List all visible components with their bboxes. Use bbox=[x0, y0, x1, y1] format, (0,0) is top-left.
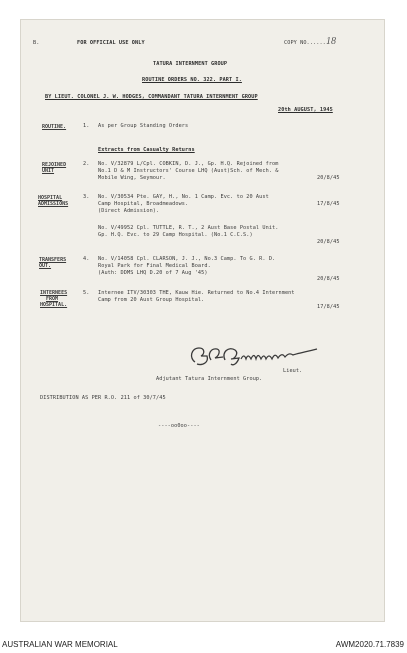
footer-institution: AUSTRALIAN WAR MEMORIAL bbox=[2, 640, 118, 649]
item-number: 5. bbox=[83, 290, 90, 296]
item-text-line: Mobile Wing, Seymour. bbox=[98, 175, 166, 181]
signatory-rank: Lieut. bbox=[283, 368, 303, 374]
group-title: TATURA INTERNMENT GROUP bbox=[153, 61, 228, 67]
item-label-transfers-out: TRANSFERS OUT. bbox=[39, 257, 67, 269]
distribution-line: DISTRIBUTION AS PER R.O. 211 of 30/7/45 bbox=[40, 395, 166, 401]
order-date: 20th AUGUST, 1945 bbox=[278, 107, 333, 113]
separator-line: ----oo0oo---- bbox=[158, 423, 200, 429]
item-number: 1. bbox=[83, 123, 90, 129]
issued-by-line: BY LIEUT. COLONEL J. W. HODGES, COMMANDANT TATURA INTERNMENT GROUP bbox=[45, 94, 258, 100]
item-label-hospital-admissions: HOSPITAL ADMISSIONS bbox=[38, 195, 69, 207]
item-text-line: No. V/14058 Cpl. CLARSON, J. J., No.3 Camp. To G. R. D. bbox=[98, 256, 276, 262]
item-text-line: No. V/49952 Cpl. TUTTLE, R. T., 2 Aust Base Postal Unit. bbox=[98, 225, 279, 231]
item-text-line: Camp from 20 Aust Group Hospital. bbox=[98, 297, 205, 303]
item-number: 4. bbox=[83, 256, 90, 262]
classification-marking: FOR OFFICIAL USE ONLY bbox=[77, 40, 145, 46]
item-text-line: No. V/32879 L/Cpl. COBKIN, D. J., Gp. H.Q. Rejoined from bbox=[98, 161, 279, 167]
item-label-internees-from-hospital: INTERNEES FROM HOSPITAL. bbox=[40, 290, 68, 308]
item-number: 2. bbox=[83, 161, 90, 167]
item-text-line: Internee ITV/30303 THE, Kauw Hie. Returned to No.4 Internment bbox=[98, 290, 295, 296]
item-date: 20/8/45 bbox=[317, 276, 340, 282]
orders-title: ROUTINE ORDERS NO. 322. PART I. bbox=[142, 77, 242, 83]
signature-handwritten bbox=[185, 344, 325, 374]
item-text-line: (Direct Admission). bbox=[98, 208, 160, 214]
item-text-line: Royal Park for Final Medical Board. bbox=[98, 263, 211, 269]
item-date: 20/8/45 bbox=[317, 239, 340, 245]
item-number: 3. bbox=[83, 194, 90, 200]
item-date: 20/8/45 bbox=[317, 175, 340, 181]
item-text-line: (Auth: DDMS LHQ D.20 of 7 Aug '45) bbox=[98, 270, 208, 276]
item-date: 17/8/45 bbox=[317, 304, 340, 310]
item-label-routine: ROUTINE. bbox=[42, 124, 67, 130]
signatory-title: Adjutant Tatura Internment Group. bbox=[156, 376, 263, 382]
copy-number-handwritten: 18 bbox=[326, 36, 336, 47]
item-text-line: Gp. H.Q. Evc. to 29 Camp Hospital. (No.1 C.C.S.) bbox=[98, 232, 253, 238]
item-text-line: No.1 D & M Instructors' Course LHQ (Aust)Sch. of Mech. & bbox=[98, 168, 279, 174]
section-heading: Extracts from Casualty Returns bbox=[98, 147, 195, 153]
footer-accession-number: AWM2020.71.7839 bbox=[335, 640, 404, 649]
document-ref: B. bbox=[33, 40, 40, 46]
item-label-rejoined-unit: REJOINED UNIT bbox=[42, 162, 67, 174]
item-text-line: No. V/30534 Pte. GAY, H., No. 1 Camp. Evc. to 20 Aust bbox=[98, 194, 269, 200]
item-date: 17/8/45 bbox=[317, 201, 340, 207]
item-text: As per Group Standing Orders bbox=[98, 123, 189, 129]
item-text-line: Camp Hospital, Broadmeadows. bbox=[98, 201, 189, 207]
copy-number-label: COPY NO....... bbox=[284, 40, 330, 46]
